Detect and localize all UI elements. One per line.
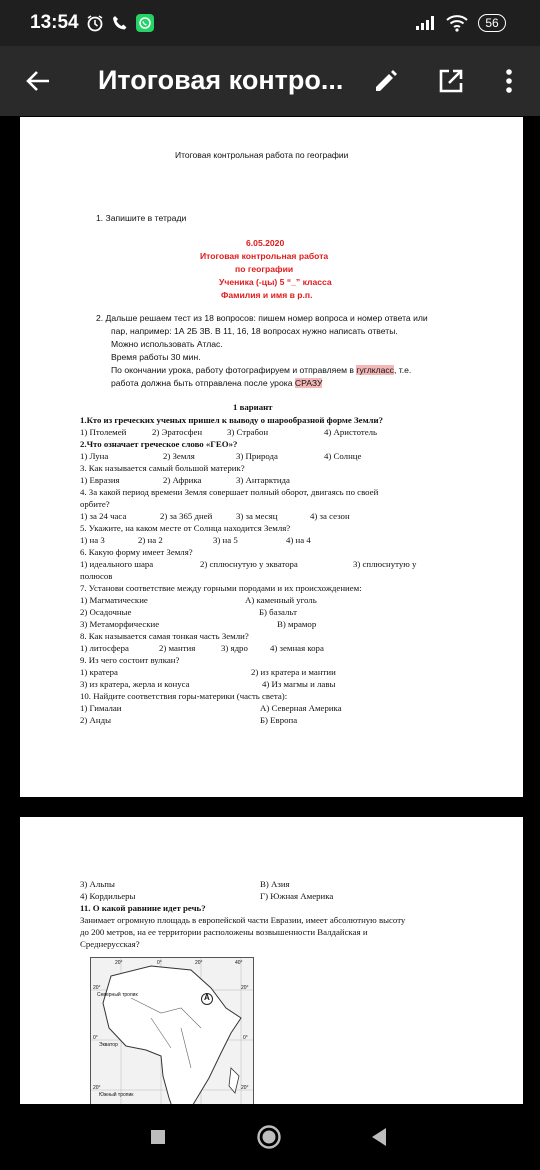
q4-option: 3) за месяц (236, 511, 278, 521)
map-label-tropic-north: Северный тропик (97, 992, 138, 998)
q9-option: 1) кратера (80, 667, 118, 677)
back-arrow-icon[interactable] (20, 63, 56, 99)
q2-option: 2) Земля (163, 451, 195, 461)
q10-left: 1) Гималаи (80, 703, 122, 713)
q2-option: 4) Солнце (324, 451, 362, 461)
q10-left: 4) Кордильеры (80, 891, 136, 901)
question-11: 11. О какой равнине идет речь? (80, 903, 206, 913)
q10-left: 2) Анды (80, 715, 111, 725)
red-date: 6.05.2020 (246, 238, 285, 248)
step-2-line-5: По окончании урока, работу фотографируем и отправляем в гуглкласс, т.е. (111, 365, 412, 375)
highlight-immediately: СРАЗУ (294, 378, 323, 388)
q9-option: 4) Из магмы и лавы (262, 679, 336, 689)
red-student: Ученика (-цы) 5 “_” класса (219, 277, 332, 287)
step-2-line-4: Время работы 30 мин. (111, 352, 201, 362)
africa-map (90, 957, 254, 1104)
question-6: 6. Какую форму имеет Земля? (80, 547, 193, 557)
back-icon[interactable] (364, 1122, 394, 1152)
question-9: 9. Из чего состоит вулкан? (80, 655, 180, 665)
q1-option: 2) Эратосфен (152, 427, 203, 437)
step-2-line-2: пар, например: 1А 2Б 3В. В 11, 16, 18 вопросах нужно написать ответы. (111, 326, 398, 336)
q1-option: 1) Птолемей (80, 427, 127, 437)
q6-option: 2) сплюснутую у экватора (200, 559, 298, 569)
q8-option: 1) литосфера (80, 643, 129, 653)
step-1: 1. Запишите в тетради (96, 213, 187, 223)
question-4-cont: орбите? (80, 499, 110, 509)
q6-option: 1) идеального шара (80, 559, 154, 569)
q5-option: 2) на 2 (138, 535, 163, 545)
question-2: 2.Что означает греческое слово «ГЕО»? (80, 439, 238, 449)
variant-heading: 1 вариант (233, 402, 273, 412)
q7-right: Б) базальт (259, 607, 297, 617)
red-title: Итоговая контрольная работа (200, 251, 329, 261)
navigation-bar (0, 1104, 540, 1170)
q7-left: 2) Осадочные (80, 607, 132, 617)
q11-text: до 200 метров, на ее территории расположены возвышенности Валдайская и (80, 927, 368, 937)
red-name: Фамилия и имя в р.п. (221, 290, 313, 300)
q5-option: 4) на 4 (286, 535, 311, 545)
more-vert-icon[interactable] (491, 63, 527, 99)
q11-text: Занимает огромную площадь в европейской части Евразии, имеет абсолютную высоту (80, 915, 406, 925)
q8-option: 3) ядро (221, 643, 248, 653)
document-page-2 (20, 817, 523, 1104)
document-page-1 (20, 117, 523, 797)
red-subject: по географии (235, 264, 294, 274)
step-2-line-3: Можно использовать Атлас. (111, 339, 223, 349)
question-7: 7. Установи соответствие между горными породами и их происхождением: (80, 583, 362, 593)
q4-option: 2) за 365 дней (160, 511, 213, 521)
q3-option: 2) Африка (163, 475, 202, 485)
question-8: 8. Как называется самая тонкая часть Земли? (80, 631, 249, 641)
q3-option: 3) Антарктида (236, 475, 290, 485)
q11-text: Среднерусская? (80, 939, 140, 949)
q5-option: 3) на 5 (213, 535, 238, 545)
edit-icon[interactable] (368, 63, 404, 99)
map-marker-a: А (204, 993, 210, 1002)
q8-option: 4) земная кора (270, 643, 324, 653)
q9-option: 3) из кратера, жерла и конуса (80, 679, 190, 689)
highlight-classroom: гуглкласс (356, 365, 394, 375)
q4-option: 4) за сезон (310, 511, 350, 521)
q10-right: Г) Южная Америка (260, 891, 334, 901)
wifi-icon (444, 12, 470, 34)
step-2-line-6: работа должна быть отправлена после урока СРАЗУ (111, 378, 323, 388)
q4-option: 1) за 24 часа (80, 511, 127, 521)
map-tick: 20° (241, 985, 249, 991)
q1-option: 3) Страбон (227, 427, 269, 437)
q10-right: А) Северная Америка (260, 703, 342, 713)
q10-right: В) Азия (260, 879, 290, 889)
map-tick: 20° (241, 1085, 249, 1091)
map-tick: 20° (93, 1085, 101, 1091)
document-title: Итоговая контро... (98, 65, 344, 95)
map-tick: 20° (195, 960, 203, 966)
q10-right: Б) Европа (260, 715, 298, 725)
q7-left: 3) Метаморфические (80, 619, 160, 629)
q8-option: 2) мантия (159, 643, 196, 653)
alarm-icon (85, 12, 105, 34)
q3-option: 1) Евразия (80, 475, 120, 485)
status-bar (0, 0, 540, 46)
map-tick: 20° (93, 985, 101, 991)
home-icon[interactable] (254, 1122, 284, 1152)
document-viewer[interactable] (0, 116, 540, 1104)
recent-apps-icon[interactable] (143, 1122, 173, 1152)
phone-icon (110, 12, 130, 34)
question-3: 3. Как называется самый большой материк? (80, 463, 245, 473)
q7-right: В) мрамор (277, 619, 317, 629)
question-1: 1.Кто из греческих ученых пришел к выводу о шарообразной форме Земли? (80, 415, 383, 425)
page-heading: Итоговая контрольная работа по географии (175, 150, 349, 160)
map-tick: 20° (115, 960, 123, 966)
q7-right: А) каменный уголь (245, 595, 317, 605)
map-tick: 0° (157, 960, 162, 966)
q6-option: 3) сплюснутую у (353, 559, 417, 569)
q9-option: 2) из кратера и мантии (251, 667, 336, 677)
q1-option: 4) Аристотель (324, 427, 378, 437)
question-4: 4. За какой период времени Земля совершает полный оборот, двигаясь по своей (80, 487, 379, 497)
q6-option-cont: полюсов (80, 571, 113, 581)
status-time: 13:54 (30, 12, 79, 33)
q7-left: 1) Магматические (80, 595, 148, 605)
whatsapp-icon (134, 12, 156, 34)
question-5: 5. Укажите, на каком месте от Солнца находится Земля? (80, 523, 291, 533)
q10-left: 3) Альпы (80, 879, 115, 889)
step-2-line-1: 2. Дальше решаем тест из 18 вопросов: пишем номер вопроса и номер ответа или (96, 313, 428, 323)
q2-option: 3) Природа (236, 451, 278, 461)
map-tick: 0° (243, 1035, 248, 1041)
map-label-equator: Экватор (99, 1042, 118, 1048)
map-tick: 40° (235, 960, 243, 966)
q5-option: 1) на 3 (80, 535, 105, 545)
signal-icon (414, 12, 438, 34)
battery-icon (474, 12, 510, 34)
map-tick: 0° (93, 1035, 98, 1041)
map-label-tropic-south: Южный тропик (99, 1092, 134, 1098)
open-external-icon[interactable] (433, 63, 469, 99)
app-bar (0, 46, 540, 116)
q2-option: 1) Луна (80, 451, 109, 461)
battery-level: 56 (478, 14, 505, 32)
question-10: 10. Найдите соответствия горы-материки (часть света): (80, 691, 288, 701)
